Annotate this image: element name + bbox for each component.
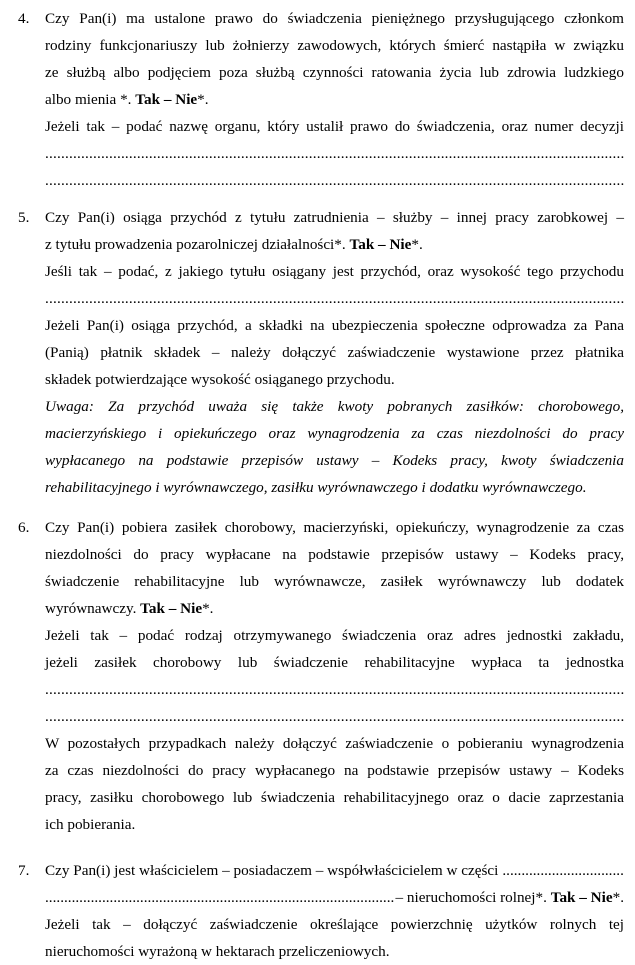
question-text-line: z tytułu prowadzenia pozarolniczej działalności*. Tak – Nie*. bbox=[45, 236, 423, 253]
note-line: ich pobierania. bbox=[45, 816, 136, 833]
yes-no-choice[interactable]: Tak – Nie bbox=[349, 236, 412, 253]
question-text-line: ..... – nieruchomości rolnej*. Tak – Nie*. bbox=[45, 884, 624, 911]
remark-line: wypłacanego na podstawie przepisów ustawy – Kodeks pracy, kwoty świadczenia bbox=[45, 452, 624, 469]
note-line: W pozostałych przypadkach należy dołączyć zaświadczenie o pobieraniu wynagrodzenia bbox=[45, 735, 624, 752]
yes-no-choice[interactable]: Tak – Nie bbox=[550, 889, 613, 906]
question-text-line: świadczenie rehabilitacyjne lub wyrównawcze, zasiłek wyrównawczy lub dodatek bbox=[45, 573, 624, 590]
yes-no-choice[interactable]: Tak – Nie bbox=[140, 600, 203, 617]
question-6 bbox=[18, 514, 624, 838]
note-line: (Panią) płatnik składek – należy dołączyć zaświadczenie wystawione przez płatnika bbox=[45, 344, 624, 361]
question-text-line: Czy Pan(i) pobiera zasiłek chorobowy, macierzyński, opiekuńczy, wynagrodzenie za czas bbox=[45, 519, 624, 536]
instruction-text: jeżeli zasiłek chorobowy lub świadczenie rehabilitacyjne wypłaca ta jednostka bbox=[45, 654, 624, 671]
note-line: Jeżeli Pan(i) osiąga przychód, a składki na ubezpieczenia społeczne odprowadza za Pana bbox=[45, 317, 624, 334]
answer-field-dotted-line[interactable] bbox=[45, 167, 624, 194]
question-4 bbox=[18, 5, 624, 194]
answer-field-dotted-line[interactable] bbox=[45, 285, 624, 312]
question-text-line: wyrównawczy. Tak – Nie*. bbox=[45, 600, 214, 617]
note-line: za czas niezdolności do pracy wypłacanego na podstawie przepisów ustawy – Kodeks bbox=[45, 762, 624, 779]
answer-field-dotted-line[interactable] bbox=[45, 703, 624, 730]
question-text-line: niezdolności do pracy wypłacane na podstawie przepisów ustawy – Kodeks pracy, bbox=[45, 546, 624, 563]
instruction-text: Jeżeli tak – podać nazwę organu, który ustalił prawo do świadczenia, oraz numer decyzji bbox=[45, 118, 624, 135]
share-fraction-dotted-field[interactable] bbox=[502, 857, 624, 884]
remark-line: macierzyńskiego i opiekuńczego oraz wynagrodzenia za czas niezdolności do pracy bbox=[45, 425, 624, 442]
remark-line: rehabilitacyjnego i wyrównawczego, zasiłku wyrównawczego i dodatku wyrównawczego. bbox=[45, 479, 587, 496]
note-line: składek potwierdzające wysokość osiąganego przychodu. bbox=[45, 371, 395, 388]
yes-no-choice[interactable]: Tak – Nie bbox=[135, 91, 198, 108]
question-5 bbox=[18, 204, 624, 501]
question-number: 7. bbox=[18, 862, 30, 879]
question-text-line: albo mienia *. Tak – Nie*. bbox=[45, 91, 209, 108]
share-fraction-dotted-field[interactable] bbox=[45, 884, 395, 911]
question-number: 4. bbox=[18, 10, 30, 27]
instruction-text: Jeżeli tak – podać rodzaj otrzymywanego świadczenia oraz adres jednostki zakładu, bbox=[45, 627, 624, 644]
instruction-text: Jeśli tak – podać, z jakiego tytułu osiągany jest przychód, oraz wysokość tego przychodu bbox=[45, 263, 624, 280]
answer-field-dotted-line[interactable] bbox=[45, 140, 624, 167]
note-line: pracy, zasiłku chorobowego lub świadczenia rehabilitacyjnego oraz o dacie zaprzestania bbox=[45, 789, 624, 806]
answer-field-dotted-line[interactable] bbox=[45, 676, 624, 703]
question-text-line: Czy Pan(i) jest właścicielem – posiadaczem – współwłaścicielem w części ..... bbox=[45, 857, 624, 884]
question-7 bbox=[18, 857, 624, 965]
remark-line: Uwaga: Za przychód uważa się także kwoty pobranych zasiłków: chorobowego, bbox=[45, 398, 624, 415]
question-text-line: rodziny funkcjonariuszy lub żołnierzy zawodowych, których śmierć nastąpiła w związku bbox=[45, 37, 624, 54]
question-text-line: ze służbą albo podjęciem poza służbą czynności ratowania życia lub zdrowia ludzkiego bbox=[45, 64, 624, 81]
question-text-line: Czy Pan(i) ma ustalone prawo do świadczenia pieniężnego przysługującego członkom bbox=[45, 10, 624, 27]
question-number: 6. bbox=[18, 519, 30, 536]
question-text-line: Czy Pan(i) osiąga przychód z tytułu zatrudnienia – służby – innej pracy zarobkowej – bbox=[45, 209, 624, 226]
instruction-text: nieruchomości wyrażoną w hektarach przeliczeniowych. bbox=[45, 943, 390, 960]
instruction-text: Jeżeli tak – dołączyć zaświadczenie określające powierzchnię użytków rolnych tej bbox=[45, 916, 624, 933]
question-number: 5. bbox=[18, 209, 30, 226]
